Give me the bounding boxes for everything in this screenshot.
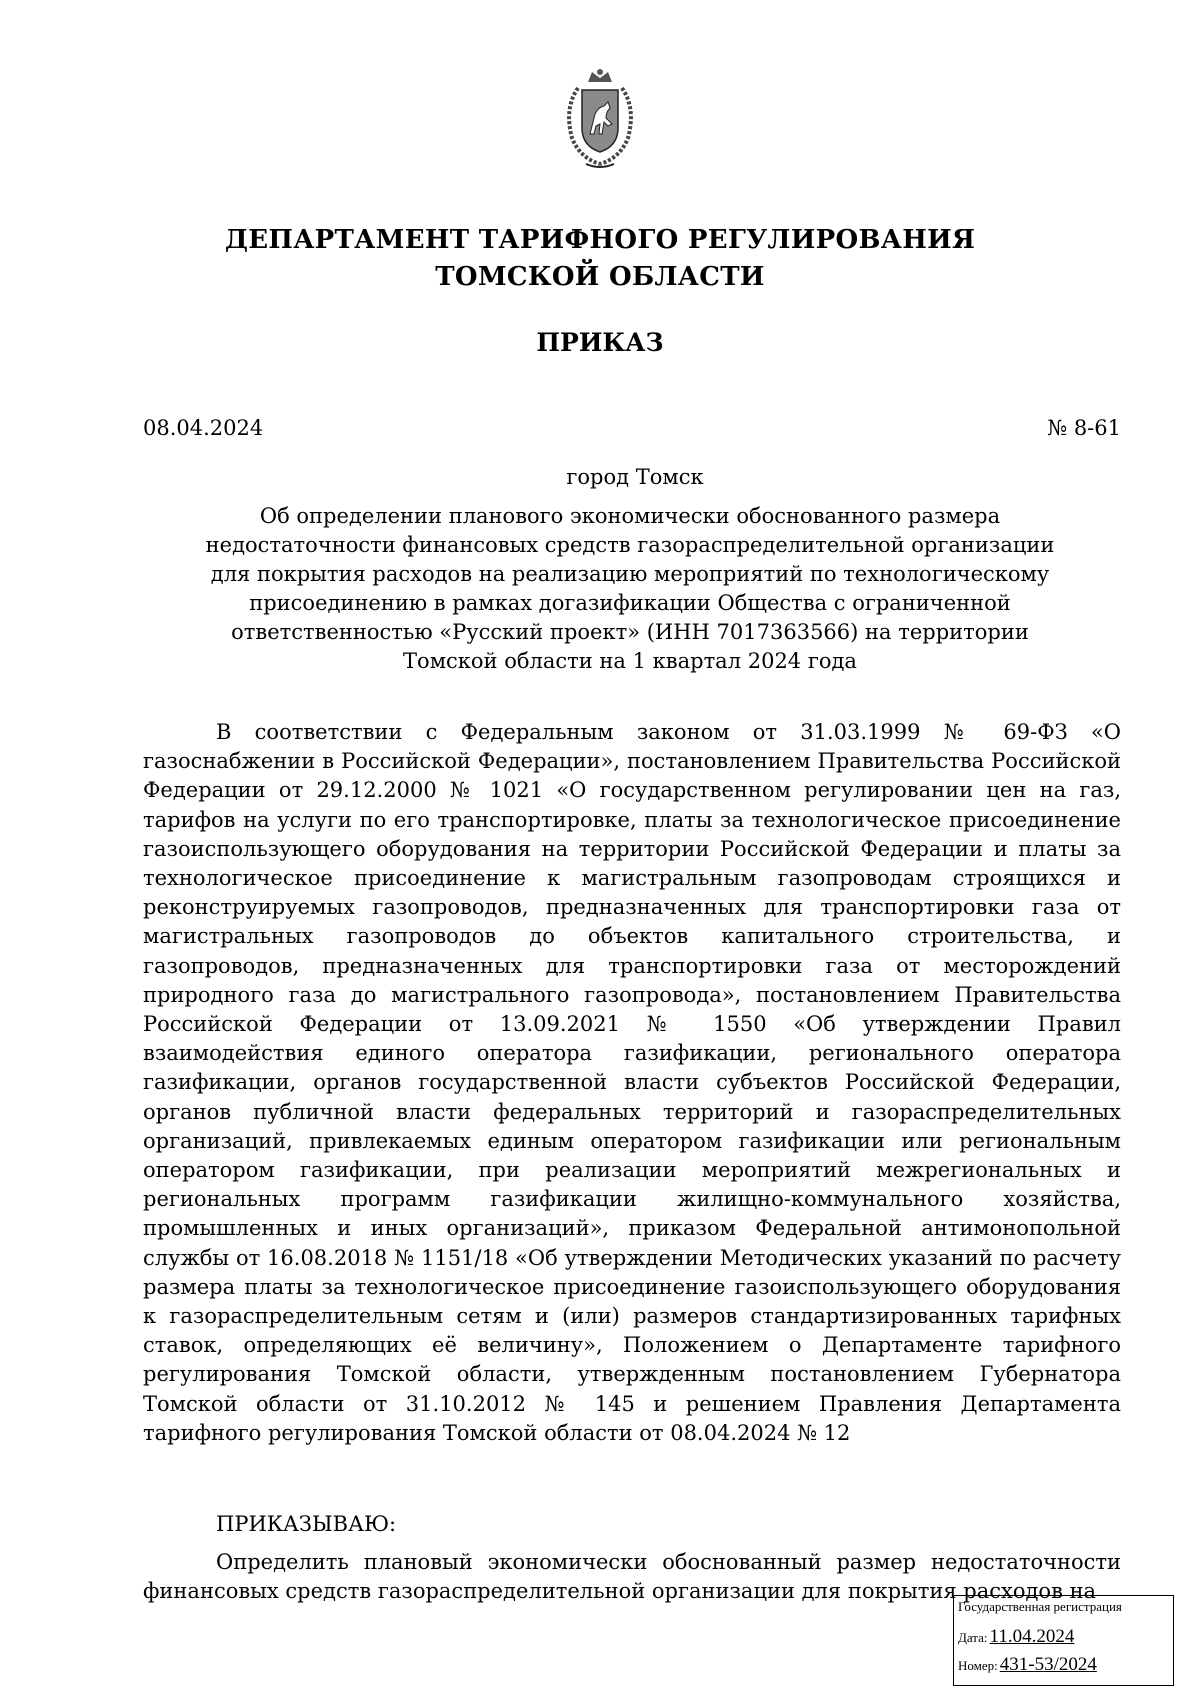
coat-of-arms-icon bbox=[558, 68, 642, 172]
stamp-date-row bbox=[958, 1626, 1074, 1648]
organization-name bbox=[0, 222, 1200, 296]
organization-name-line-2: ТОМСКОЙ ОБЛАСТИ bbox=[435, 262, 765, 292]
order-paragraph: Определить плановый экономически обоснованный размер недостаточности финансовых средств газораспределительной организации для покрытия расходов на bbox=[143, 1550, 1121, 1604]
stamp-number-value: 431-53/2024 bbox=[999, 1654, 1097, 1675]
order-heading: ПРИКАЗЫВАЮ: bbox=[216, 1512, 397, 1536]
preamble-paragraph: В соответствии с Федеральным законом от 31.03.1999 № 69-ФЗ «О газоснабжении в Российской Федерации», постановлением Правительства Российской Федерации от 29.12.2000 № 1021 «О государственном регулировании цен на газ, тарифов на услуги по его транспортировке, платы за технологическое присоединение газоиспользующего оборудования на территории Российской Федерации и платы за технологическое присоединение к магистральным газопроводам строящихся и реконструируемых газопроводов, предназначенных для транспортировки газа от магистральных газопроводов до объектов капитального строительства, и газопроводов, предназначенных для транспортировки газа от месторождений природного газа до магистрального газопровода», постановлением Правительства Российской Федерации от 13.09.2021 № 1550 «Об утверждении Правил взаимодействия единого оператора газификации, регионального оператора газификации, органов государственной власти субъектов Российской Федерации, органов публичной власти федеральных территорий и газораспределительных организаций, привлекаемых единым оператором газификации или региональным оператором газификации, при реализации мероприятий межрегиональных и региональных программ газификации жилищно-коммунального хозяйства, промышленных и иных организаций», приказом Федеральной антимонопольной службы от 16.08.2018 № 1151/18 «Об утверждении Методических указаний по расчету размера платы за технологическое присоединение газоиспользующего оборудования к газораспределительным сетям и (или) размеров стандартизированных тарифных ставок, определяющих её величину», Положением о Департаменте тарифного регулирования Томской области, утвержденным постановлением Губернатора Томской области от 31.10.2012 № 145 и решением Правления Департамента тарифного регулирования Томской области от 08.04.2024 № 12 bbox=[143, 720, 1121, 1445]
stamp-date-value: 11.04.2024 bbox=[989, 1626, 1075, 1647]
document-type: ПРИКАЗ bbox=[536, 328, 664, 357]
title-line: для покрытия расходов на реализацию мероприятий по технологическому bbox=[210, 562, 1050, 586]
registration-stamp bbox=[953, 1595, 1174, 1686]
stamp-title: Государственная регистрация bbox=[958, 1599, 1122, 1614]
organization-name-line-1: ДЕПАРТАМЕНТ ТАРИФНОГО РЕГУЛИРОВАНИЯ bbox=[224, 225, 976, 255]
title-line: ответственностью «Русский проект» (ИНН 7017363566) на территории bbox=[231, 620, 1029, 644]
stamp-date-label: Дата: bbox=[958, 1630, 988, 1645]
title-line: присоединению в рамках догазификации Общества с ограниченной bbox=[249, 591, 1011, 615]
title-line: Об определении планового экономически обоснованного размера bbox=[259, 504, 1001, 528]
title-line: Томской области на 1 квартал 2024 года bbox=[403, 649, 857, 673]
document-date: 08.04.2024 bbox=[143, 416, 264, 440]
stamp-number-label: Номер: bbox=[958, 1658, 998, 1673]
title-line: недостаточности финансовых средств газораспределительной организации bbox=[205, 533, 1055, 557]
document-title bbox=[200, 502, 1060, 676]
document-number: № 8-61 bbox=[1047, 416, 1121, 440]
document-city: город Томск bbox=[566, 465, 704, 489]
stamp-number-row bbox=[958, 1654, 1097, 1676]
